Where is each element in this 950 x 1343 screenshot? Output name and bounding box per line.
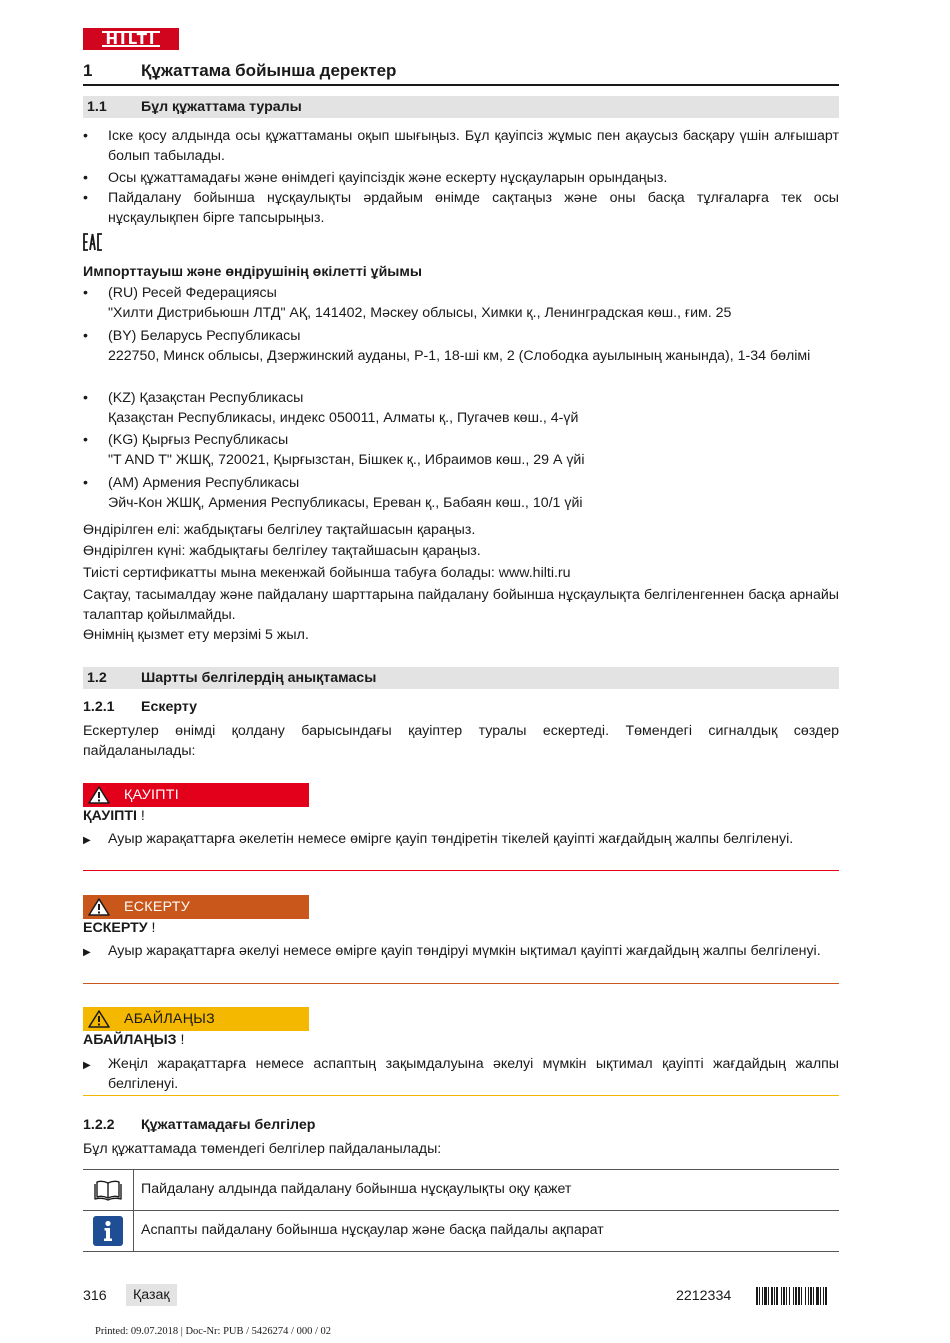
section-title: Бұл құжаттама туралы [141,99,302,115]
signal-description: ▶ Жеңіл жарақаттарға немесе аспаптың зақымдалуына әкелуі мүмкін ықтимал қауіпті жағдайдың жалпы белгіленуі. [83,1056,839,1092]
barcode-icon [756,1287,840,1309]
symbol-description: Пайдалану алдында пайдалану бойынша нұсқаулықты оқу қажет [141,1181,572,1197]
language-label: Қазақ [126,1284,177,1306]
info-line: Тиісті сертификатты мына мекенжай бойынша табуға болады: www.hilti.ru [83,565,571,581]
section-heading-1-1 [83,96,839,118]
caution-signal-bar [83,1007,309,1031]
caution-rule [83,1095,839,1096]
signal-description: ▶ Ауыр жарақаттарға әкелуі немесе өмірге қауіп төндіруі мүмкін ықтимал қауіпті жағдайдың жалпы белгіленуі. [83,943,821,959]
info-line: Өндірілген күні: жабдықтағы белгілеу тақтайшасын қараңыз. [83,543,481,559]
danger-signal-bar [83,783,309,807]
warning-triangle-icon [88,1010,110,1028]
eac-mark-icon [83,233,103,255]
symbols-intro: Бұл құжаттамада төмендегі белгілер пайдаланылады: [83,1141,442,1157]
signal-description: ▶ Ауыр жарақаттарға әкелетін немесе өмірге қауіп төндіретін тікелей қауіпті жағдайдың жалпы белгіленуі. [83,831,794,847]
list-item: • Іске қосу алдында осы құжаттаманы оқып шығыңыз. Бұл қауіпсіз жұмыс пен ақаусыз басқару үшін алғышарт болып табылады. [83,128,839,164]
page-number: 316 [83,1288,107,1304]
book-icon [83,1170,134,1210]
list-item: • (KG) Қырғыз Республикасы "T AND T" ЖШҚ, 720021, Қырғызстан, Бішкек қ., Ибраимов көш., 29 А үйі [83,432,585,468]
hilti-logo: HILTI [83,28,179,50]
chapter-number: 1 [83,61,93,80]
info-icon [83,1211,134,1251]
signal-label: ЕСКЕРТУ [124,899,191,915]
signal-label: ҚАУІПТІ [124,787,179,803]
symbols-table [83,1169,839,1252]
signal-word: ҚАУІПТІ ! [83,808,145,824]
list-item: • (RU) Ресей Федерациясы "Хилти Дистрибьюшн ЛТД" АҚ, 141402, Мәскеу облысы, Химки қ., Ленинградская көш., ғим. 25 [83,285,732,321]
info-line: Өндірілген елі: жабдықтағы белгілеу тақтайшасын қараңыз. [83,522,476,538]
section-number: 1.2 [87,670,107,686]
list-item: • Пайдалану бойынша нұсқаулықты әрдайым өнімде сақтаңыз және оны басқа тұлғаларға тек осы нұсқаулықпен бірге тапсырыңыз. [83,190,839,226]
list-item: • (KZ) Қазақстан Республикасы Қазақстан Республикасы, индекс 050011, Алматы қ., Пугачев көш., 4-үй [83,390,579,426]
subsection-heading-1-2-2: 1.2.2 Құжаттамадағы белгілер [83,1117,316,1133]
document-number: 2212334 [676,1288,732,1304]
warning-signal-bar [83,895,309,919]
list-item: • (BY) Беларусь Республикасы 222750, Минск облысы, Дзержинский ауданы, Р-1, 18-ші км, 2 (Слободка ауылының жанында), 1-34 бөлімі [83,328,811,364]
chapter-heading [83,58,839,86]
symbol-description: Аспапты пайдалану бойынша нұсқаулар және басқа пайдалы ақпарат [141,1222,604,1238]
warning-triangle-icon [88,898,110,916]
table-row [83,1211,839,1252]
section-heading-1-2 [83,667,839,689]
print-stamp: Printed: 09.07.2018 | Doc-Nr: PUB / 5426274 / 000 / 02 [95,1326,332,1337]
subsection-heading-1-2-1: 1.2.1 Ескерту [83,699,198,715]
signal-word: АБАЙЛАҢЫЗ ! [83,1032,185,1048]
chapter-title: Құжаттама бойынша деректер [141,61,397,80]
signal-word: ЕСКЕРТУ ! [83,920,156,936]
danger-rule [83,870,839,871]
warning-rule [83,983,839,984]
warning-intro: Ескертулер өнімді қолдану барысындағы қауіптер туралы ескертеді. Төмендегі сигналдық сөздер пайдаланылады: [83,723,839,759]
list-item: • Осы құжаттамадағы және өнімдегі қауіпсіздік және ескерту нұсқауларын орындаңыз. [83,170,668,186]
info-line: Сақтау, тасымалдау және пайдалану шарттарына пайдалану бойынша нұсқаулықта белгіленгеннен басқа арнайы талаптар қойылмайды. [83,587,839,623]
section-title: Шартты белгілердің анықтамасы [141,670,377,686]
section-number: 1.1 [87,99,107,115]
info-line: Өнімнің қызмет ету мерзімі 5 жыл. [83,627,309,643]
table-row [83,1170,839,1211]
warning-triangle-icon [88,786,110,804]
importer-heading: Импорттауыш және өндірушінің өкілетті ұйымы [83,264,423,280]
list-item: • (AM) Армения Республикасы Эйч-Кон ЖШҚ, Армения Республикасы, Ереван қ., Бабаян көш., 10/1 үйі [83,475,583,511]
signal-label: АБАЙЛАҢЫЗ [124,1011,215,1027]
